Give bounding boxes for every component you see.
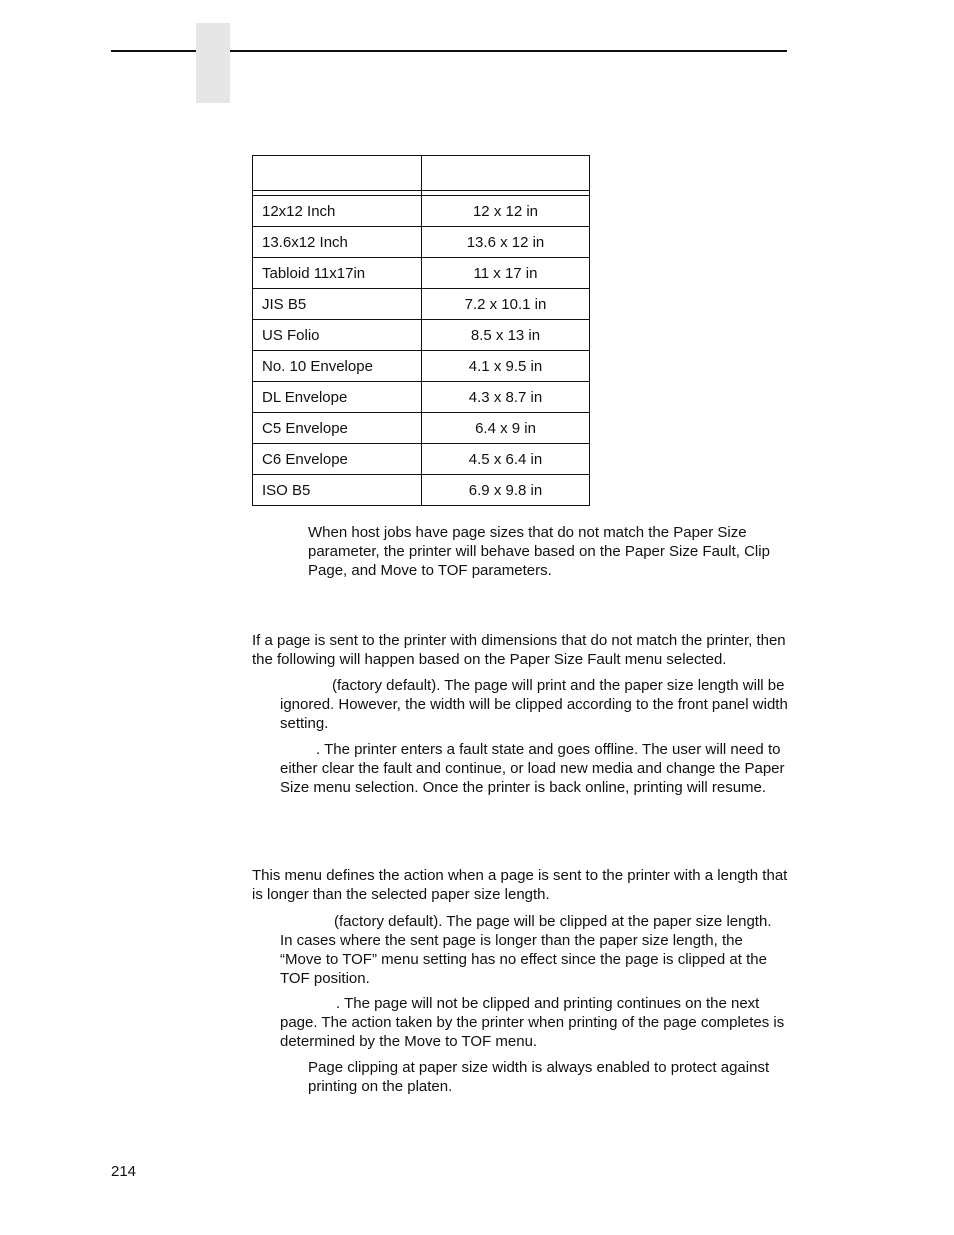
paper-size-fault-intro: If a page is sent to the printer with dimensions that do not match the printer, then the following will happen based on the Paper Size Fault menu selected. <box>252 632 786 668</box>
paper-name-cell: 12x12 Inch <box>253 196 422 227</box>
paper-name-cell: US Folio <box>253 320 422 351</box>
paper-size-fault-option-1: (factory default). The page will print and the paper size length will be ignored. However, the width will be clipped according to the front panel width setting. <box>280 677 788 732</box>
paper-name-cell: ISO B5 <box>253 475 422 506</box>
paper-size-cell: 12 x 12 in <box>422 196 590 227</box>
chapter-tab <box>196 23 230 103</box>
paper-size-fault-option-2: . The printer enters a fault state and goes offline. The user will need to either clear the fault and continue, or load new media and change the Paper Size menu selection. Once the printer is back online, printing will resume. <box>280 741 785 796</box>
paper-size-cell: 6.4 x 9 in <box>422 413 590 444</box>
table-row <box>253 382 590 413</box>
paper-size-cell: 6.9 x 9.8 in <box>422 475 590 506</box>
paper-size-cell: 7.2 x 10.1 in <box>422 289 590 320</box>
table-row <box>253 227 590 258</box>
paper-size-cell: 11 x 17 in <box>422 258 590 289</box>
paper-name-cell: No. 10 Envelope <box>253 351 422 382</box>
table-row <box>253 351 590 382</box>
paper-size-cell: 13.6 x 12 in <box>422 227 590 258</box>
paper-size-cell: 4.3 x 8.7 in <box>422 382 590 413</box>
table-row <box>253 196 590 227</box>
paper-size-table <box>252 155 590 506</box>
table-row <box>253 444 590 475</box>
paper-name-cell: Tabloid 11x17in <box>253 258 422 289</box>
table-header-cell <box>253 156 422 191</box>
clip-page-option-1: (factory default). The page will be clipped at the paper size length. In cases where the sent page is longer than the paper size length, the “Move to TOF” menu setting has no effect since the page is clipped at the TOF position. <box>280 913 772 987</box>
paper-name-cell: 13.6x12 Inch <box>253 227 422 258</box>
clip-page-intro: This menu defines the action when a page is sent to the printer with a length that is longer than the selected paper size length. <box>252 867 788 903</box>
paper-name-cell: DL Envelope <box>253 382 422 413</box>
clip-page-option-2: . The page will not be clipped and printing continues on the next page. The action taken by the printer when printing of the page completes is determined by the Move to TOF menu. <box>280 995 785 1050</box>
table-row <box>253 258 590 289</box>
paper-name-cell: JIS B5 <box>253 289 422 320</box>
paper-size-cell: 4.5 x 6.4 in <box>422 444 590 475</box>
table-row <box>253 475 590 506</box>
paper-size-note: When host jobs have page sizes that do not match the Paper Size parameter, the printer will behave based on the Paper Size Fault, Clip Page, and Move to TOF parameters. <box>308 524 770 579</box>
paper-name-cell: C6 Envelope <box>253 444 422 475</box>
table-row <box>253 289 590 320</box>
clip-width-note: Page clipping at paper size width is always enabled to protect against printing on the platen. <box>308 1059 770 1095</box>
paper-size-cell: 8.5 x 13 in <box>422 320 590 351</box>
table-header-row <box>253 156 590 191</box>
table-row <box>253 320 590 351</box>
table-row <box>253 413 590 444</box>
table-header-cell <box>422 156 590 191</box>
paper-size-cell: 4.1 x 9.5 in <box>422 351 590 382</box>
page-number: 214 <box>111 1163 137 1180</box>
paper-name-cell: C5 Envelope <box>253 413 422 444</box>
